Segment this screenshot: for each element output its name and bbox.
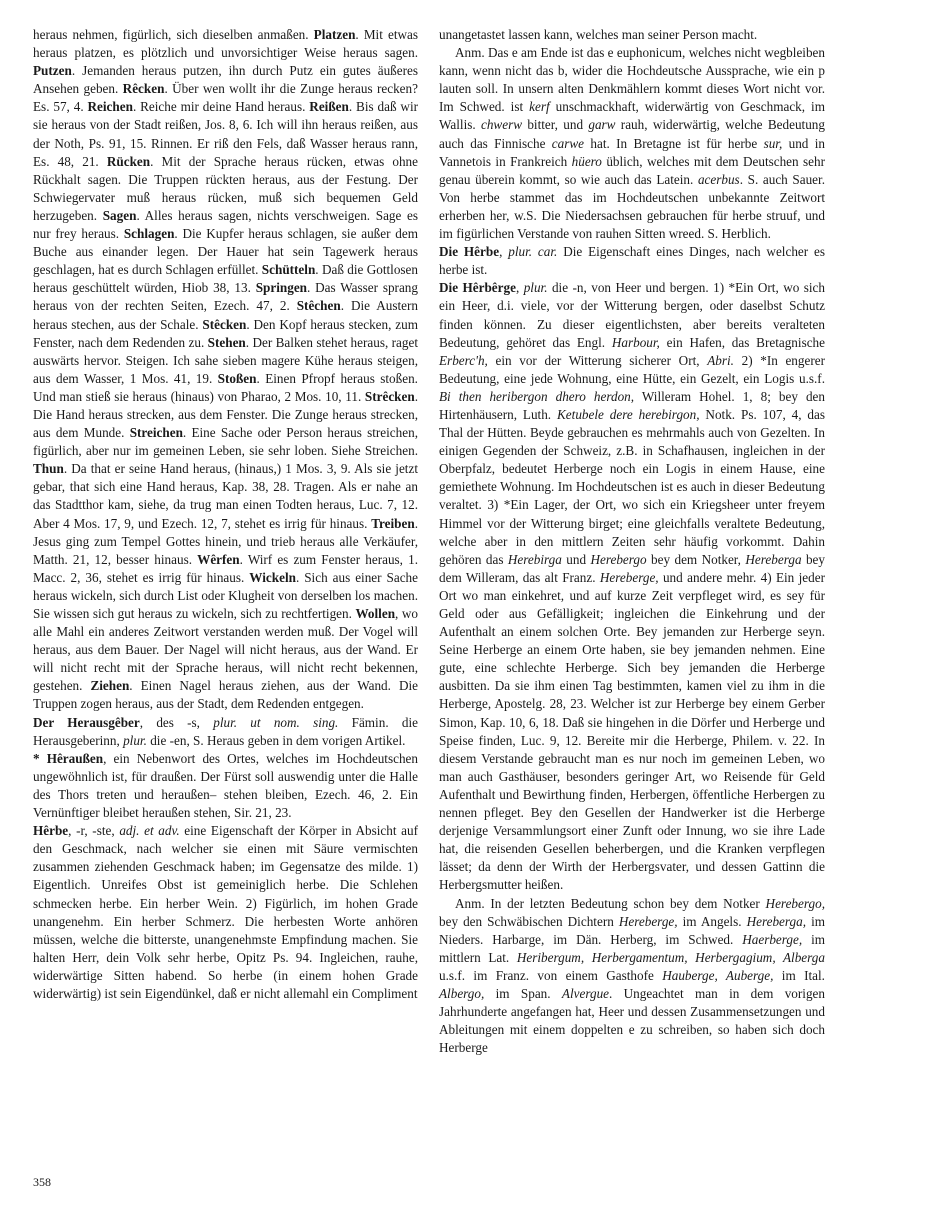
entry-heraussen: * Hêraußen, ein Nebenwort des Ortes, welches im Hochdeutschen ungewöhnlich ist, für draußen. Der Fürst soll auswendig unter die Halle des Thors treten und heraußen– stehen bleiben, Ezech. 46, 2. Ein Vernünftiger bleibet heraußen stehen, Sir. 21, 23. (33, 750, 418, 821)
page-number: 358 (33, 1175, 51, 1189)
entry-herausgeber: Der Herausgêber, des -s, plur. ut nom. sing. Fämin. die Herausgeberinn, plur. die -en, S. Heraus geben in dem vorigen Artikel. (33, 714, 418, 748)
entry-die-herbe: Die Hêrbe, plur. car. Die Eigenschaft eines Dinges, nach welcher es herbe ist. (439, 244, 826, 278)
entry-herbe-adj: Hêrbe, -r, -ste, adj. et adv. eine Eigenschaft der Körper in Absicht auf den Geschmack, nach welcher sie einen mit Säure vermischten zusammen ziehenden Geschmack haben; im Gegensatze des milde. 1) Eigentlich. Unreifes Obst ist gemeiniglich herbe. Die Schlehen schmecken herbe. Ein herber Wein. 2) Figürlich, im hohen Grade unangenehm. Ein herber Schmerz. Die herbesten Worte anhören müssen, welche die bitterste, unangenehmste Empfindung machen. Sie halten Herr, dein Volk sehr herbe, Opitz Ps. 94. Ingleichen, rauhe, widerwärtige Sitten habend. So herbe (in einem hohen Grade widerwärtig) ist sein Eigendünkel, daß er nicht allemahl ein Compliment (33, 823, 418, 1001)
entry-herberge: Die Hêrbêrge, plur. die -n, von Heer und bergen. 1) *Ein Ort, wo sich ein Heer, d.i. viele, vor der Witterung bergen, oder daselbst Schutz finden können. Zu dieser eigentlichsten, aber bereits veralteten Bedeutung, gehöret das Engl. Harbour, ein Hafen, das Bretagnische Erberc'h, ein vor der Witterung sicherer Ort, Abri. 2) *In engerer Bedeutung, eine jede Wohnung, eine Hütte, ein Gezelt, ein Logis u.s.f. Bi then heribergon dhero herdon, Willeram Hohel. 1, 8; bey den Hirtenhäusern, Luth. Ketubele dere herebirgon, Notk. Ps. 107, 4, das Thal der Hütten. Beyde gebrauchen es mehrmahls auch von Gezelten. In einigen Gegenden der Schweiz, z.B. in Schafhausen, ingleichen in der Oberpfalz, bedeutet Herberge noch ein Logis in einem Hause, eine gemiethete Wohnung. Im Hochdeutschen ist es auch in dieser Bedeutung veraltet. 3) *Ein Lager, der Ort, wo sich ein Kriegsheer unter freyem Himmel vor der Witterung birget; eine gleichfalls veraltete Bedeutung, welche aber in den mittlern Zeiten sehr häufig vorkommt. Dahin gehören das Herebirga und Herebergo bey dem Notker, Hereberga bey dem Willeram, das alt Franz. Hereberge, und andere mehr. 4) Ein jeder Ort wo man einkehret, und auf kurze Zeit verpfleget wird, es sey für Geld oder aus Gefälligkeit; ingleichen die Einkehrung und der Aufenthalt an einem solchen Orte. Bey jemanden zur Herberge seyn. Seine Herberge an einem Orte haben, sie bey jemanden nehmen. Eine gute, eine schlechte Herberge. Sich bey jemanden die Herberge ausbitten. Da sie ihm einen Tag bestimmten, kamen viel zu ihm in die Herberge, Apostelg. 28, 23. Welcher ist zur Herberge bey einem Gerber Simon, Kap. 10, 6, 18. Daß sie hingehen in die Dörfer und Herberge und Speise finden, Luc. 9, 12. Bereite mir die Herberge, Philem. v. 22. In diesem Verstande gebraucht man es nur noch im gemeinen Leben, wo man auch Gasthäuser, besonders geringer Art, wo Reisende für Geld Aufenthalt und Bewirthung finden, Herbergen, öffentliche Herbergen zu nennen pfleget. Bey den Gesellen der Handwerker ist die Herberge derjenige Versammlungsort einer Zunft oder Innung, wo sie ihre Lade hat, die reisenden Gesellen beherbergen, und die Kranken verpflegen lässet; da denn der Wirth der Herbergsvater, und dessen Gattinn die Herbergsmutter heißen. (439, 280, 826, 893)
entry-heraus-continuation: heraus nehmen, figürlich, sich dieselben anmaßen. Platzen. Mit etwas heraus platzen, es plötzlich und unvorsichtiger Weise heraus sagen. Putzen. Jemanden heraus putzen, ihn durch Putz ein gutes äußeres Ansehen geben. Rêcken. Über wen wollt ihr die Zunge heraus recken? Es. 57, 4. Reichen. Reiche mir deine Hand heraus. Reißen. Bis daß wir sie heraus von der Stadt reißen, Jos. 8, 6. Ich will ihn heraus reißen, aus der Noth, Ps. 91, 15. Rinnen. Er riß den Fels, daß Wasser heraus rann, Es. 48, 21. Rücken. Mit der Sprache heraus rücken, etwas ohne Rückhalt sagen. Die Truppen rückten heraus, aus der Festung. Der Schwiegervater muß heraus rücken, muß sich bequemen Geld herzugeben. Sagen. Alles heraus sagen, nichts verschweigen. Sage es nur frey heraus. Schlagen. Die Kupfer heraus schlagen, sie außer dem Buche aus einander legen. Der Hauer hat sein Tagewerk heraus geschlagen, hat es durch Schlagen erfüllet. Schütteln. Daß die Gottlosen heraus geschüttelt würden, Hiob 38, 13. Springen. Das Wasser sprang heraus von der rechten Seiten, Ezech. 47, 2. Stêchen. Die Austern heraus stechen, aus der Schale. Stêcken. Den Kopf heraus stecken, zum Fenster, nach dem Redenden zu. Stehen. Der Balken stehet heraus, raget auswärts hervor. Steigen. Ich sahe sieben magere Kühe heraus steigen, aus dem Wasser, 1 Mos. 41, 19. Stoßen. Einen Pfropf heraus stoßen. Und man stieß sie heraus (hinaus) von Pharao, 2 Mos. 10, 11. Strêcken. Die Hand heraus strecken, aus dem Fenster. Die Zunge heraus strecken, aus dem Munde. Streichen. Eine Sache oder Person heraus streichen, figürlich, aber nur im gemeinen Leben, sie sehr loben. Siehe Streichen. Thun. Da that er seine Hand heraus, (hinaus,) 1 Mos. 3, 9. Als sie jetzt gebar, that sich eine Hand heraus, Kap. 38, 28. Tragen. Als er nahe an das Stadtthor kam, siehe, da trug man einen Todten heraus, Luc. 7, 12. Aber 4 Mos. 17, 9, und Ezech. 12, 7, stehet es irrig für hinaus. Treiben. Jesus ging zum Tempel Gottes hinein, und trieb heraus alle Verkäufer, Matth. 21, 12, besser hinaus. Wêrfen. Wirf es zum Fenster heraus, 1. Macc. 2, 36, stehet es irrig für hinaus. Wickeln. Sich aus einer Sache heraus wickeln, sich durch List oder Klugheit von derselben los machen. Sie wissen sich gut heraus zu wickeln, sich zu rechtfertigen. Wollen, wo alle Mahl ein anderes Zeitwort verstanden werden muß. Der Vogel will heraus, aus dem Bauer. Der Nagel will nicht heraus, aus der Wand. Er will nicht recht mit der Sprache heraus, will nicht recht bekennen, gestehen. Ziehen. Einen Nagel heraus ziehen, aus der Wand. Die Truppen zogen heraus, aus der Stadt, dem Redenden entgegen. (33, 27, 419, 712)
left-column (33, 26, 418, 1003)
note-herbe: Anm. Das e am Ende ist das e euphonicum, welches nicht wegbleiben kann, wenn nicht das b, wider die Hochdeutsche Aussprache, wie ein p lauten soll. In unsern alten Denkmählern kommt dieses Wort nicht vor. Im Schwed. ist kerf unschmackhaft, widerwärtig von Geschmack, im Wallis. chwerw bitter, und garw rauh, widerwärtig, welche Bedeutung auch das Finnische carwe hat. In Bretagne ist für herbe sur, und in Vannetois in Frankreich hüero üblich, welches mit dem Deutschen sehr genau überein kommt, so wie auch das Latein. acerbus. S. auch Sauer. Von herbe stammet das im Hochdeutschen unbekannte Zeitwort erherben her, w.S. Die Niedersachsen gebrauchen für herbe struuf, und im figürlichen Verstande von rauhen Sitten wreed. S. Herblich. (439, 45, 826, 242)
entry-herbe-continuation: unangetastet lassen kann, welches man seiner Person macht. (439, 27, 758, 42)
right-column (439, 26, 825, 1057)
note-herberge: Anm. In der letzten Bedeutung schon bey dem Notker Herebergo, bey den Schwäbischen Dichtern Hereberge, im Angels. Hereberga, im Nieders. Harbarge, im Dän. Herberg, im Schwed. Haerberge, im mittlern Lat. Heribergum, Herbergamentum, Herbergagium, Alberga u.s.f. im Franz. von einem Gasthofe Hauberge, Auberge, im Ital. Albergo, im Span. Alvergue. Ungeachtet man in dem vorigen Jahrhunderte angefangen hat, Heer und dessen Zusammensetzungen und Ableitungen mit einem doppelten e zu schreiben, so haben sich doch Herberge (439, 895, 826, 1056)
